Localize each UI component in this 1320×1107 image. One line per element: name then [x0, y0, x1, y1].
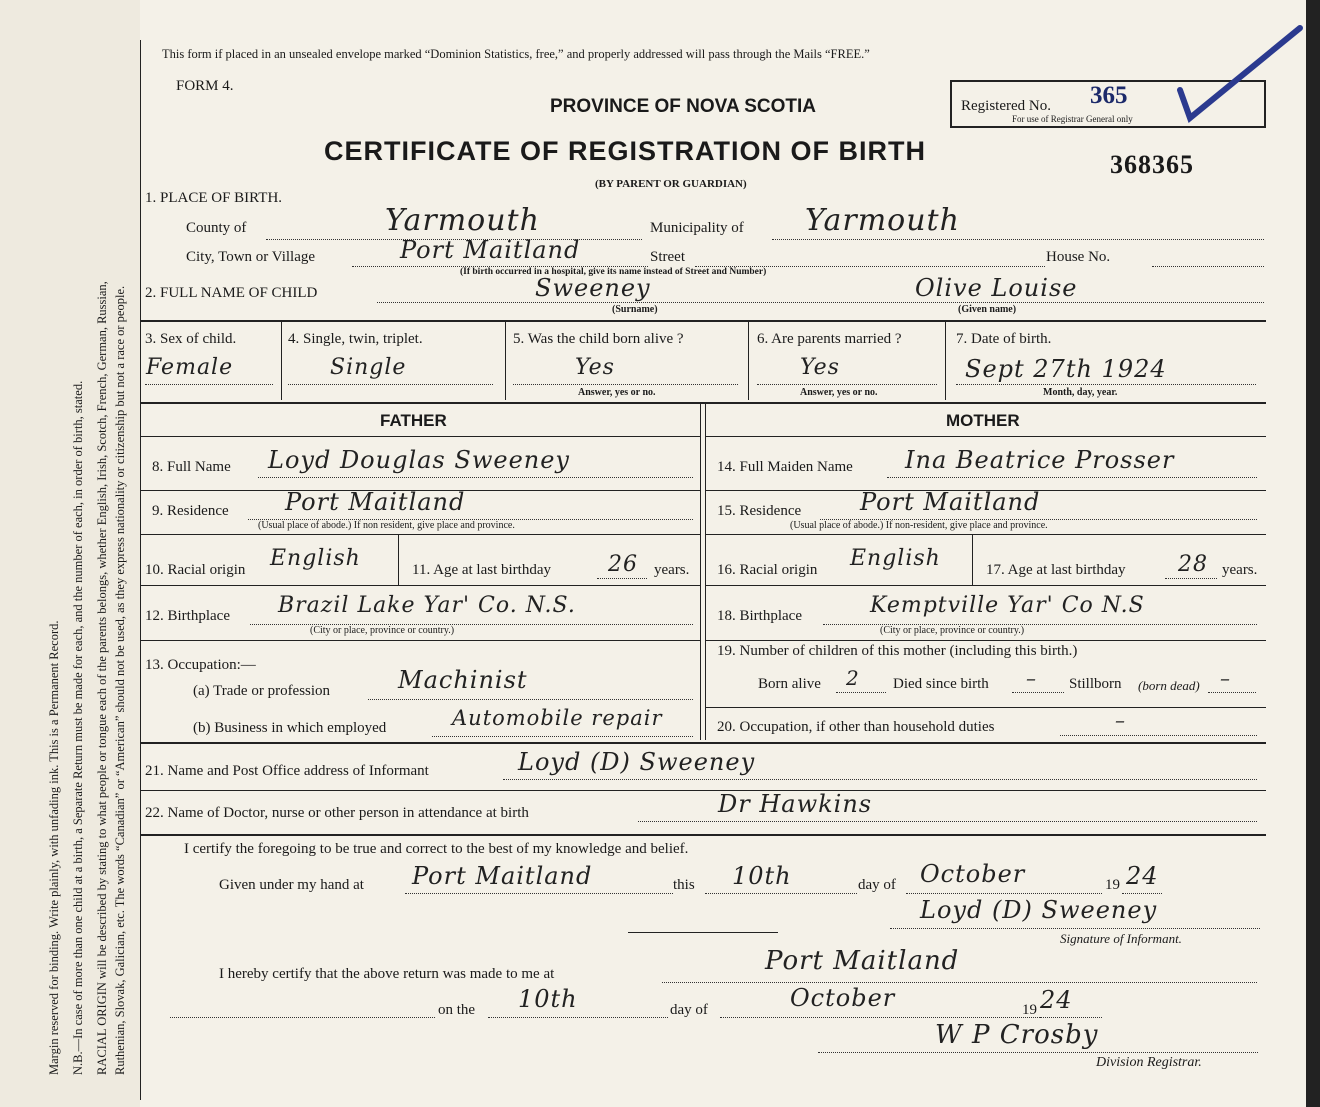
margin-note-racial-origin: RACIAL ORIGIN will be described by stating to what people or tongue each of the parents belongs, whether English, Irish, Scotch, French, German, Russian, — [95, 281, 109, 1075]
mother-residence-label: 15. Residence — [717, 503, 802, 519]
father-residence-value: Port Maitland — [285, 488, 466, 516]
county-label: County of — [186, 220, 247, 236]
registration-year: 24 — [1040, 986, 1073, 1014]
registration-year-prefix: 19 — [1022, 1002, 1037, 1018]
margin-note-binding: Margin reserved for binding. Write plainly, with unfading ink. This is a Permanent Record. — [47, 620, 61, 1075]
city-value: Port Maitland — [400, 236, 581, 264]
margin-note-nationality: Ruthenian, Slovak, Galician, etc. The words “Canadian” or “American” should not be used, as they express nationality or citizenship but not a race or people. — [113, 285, 127, 1075]
mother-name-value: Ina Beatrice Prosser — [905, 446, 1175, 474]
registered-label: Registered No. — [961, 98, 1051, 114]
doctor-label: 22. Name of Doctor, nurse or other person in attendance at birth — [145, 805, 529, 821]
given-month: October — [920, 860, 1026, 888]
born-alive-count-label: Born alive — [758, 676, 821, 692]
hospital-note: (If birth occurred in a hospital, give its name instead of Street and Number) — [460, 267, 767, 277]
given-year: 24 — [1126, 862, 1159, 890]
business-label: (b) Business in which employed — [193, 720, 387, 736]
hereby-statement: I hereby certify that the above return was made to me at — [219, 966, 555, 982]
sex-value: Female — [146, 355, 234, 380]
child-surname: Sweeney — [535, 274, 651, 302]
margin-rule — [140, 40, 141, 1100]
municipality-label: Municipality of — [650, 220, 744, 236]
doctor-value: Dr Hawkins — [718, 790, 873, 818]
stillborn-note: (born dead) — [1138, 678, 1200, 693]
day-of-label: day of — [858, 877, 896, 893]
occupation-label: 13. Occupation:— — [145, 657, 256, 673]
business-value: Automobile repair — [452, 706, 663, 730]
check-mark-icon — [1170, 20, 1310, 130]
serial-number: 368365 — [1110, 150, 1194, 179]
father-age-label: 11. Age at last birthday — [412, 562, 551, 578]
page-title: CERTIFICATE OF REGISTRATION OF BIRTH — [324, 136, 926, 166]
province-heading: PROVINCE OF NOVA SCOTIA — [550, 96, 817, 117]
registered-number: 365 — [1090, 82, 1128, 109]
single-value: Single — [330, 355, 407, 380]
county-value: Yarmouth — [385, 203, 540, 238]
stillborn-label: Stillborn — [1069, 676, 1122, 692]
date-of-birth-note: Month, day, year. — [1043, 387, 1118, 398]
form-label: FORM 4. — [176, 78, 234, 94]
mother-heading: MOTHER — [946, 411, 1020, 430]
father-heading: FATHER — [380, 411, 447, 430]
informant-signature: Loyd (D) Sweeney — [920, 896, 1158, 924]
municipality-value: Yarmouth — [805, 203, 960, 238]
mother-age-label: 17. Age at last birthday — [986, 562, 1126, 578]
page-subtitle: (BY PARENT OR GUARDIAN) — [595, 178, 747, 190]
mother-birthplace-value: Kemptville Yar' Co N.S — [870, 593, 1145, 618]
trade-value: Machinist — [398, 666, 528, 694]
mother-occupation-value: – — [1115, 708, 1126, 732]
place-of-birth-label: 1. PLACE OF BIRTH. — [145, 190, 283, 206]
registrar-note: For use of Registrar General only — [1012, 114, 1133, 124]
born-alive-count: 2 — [846, 666, 860, 690]
father-racial-value: English — [270, 546, 361, 571]
mother-name-label: 14. Full Maiden Name — [717, 459, 853, 475]
given-at-place: Port Maitland — [412, 862, 593, 890]
father-residence-label: 9. Residence — [152, 503, 229, 519]
parents-married-label: 6. Are parents married ? — [757, 331, 902, 347]
answer-note-married: Answer, yes or no. — [800, 387, 878, 398]
father-birthplace-note: (City or place, province or country.) — [310, 625, 455, 636]
sex-label: 3. Sex of child. — [145, 331, 237, 347]
answer-note-alive: Answer, yes or no. — [578, 387, 656, 398]
single-label: 4. Single, twin, triplet. — [288, 331, 423, 347]
stillborn-count: – — [1220, 666, 1231, 690]
mother-years-label: years. — [1222, 562, 1258, 578]
mother-residence-value: Port Maitland — [860, 488, 1041, 516]
registration-place: Port Maitland — [765, 946, 960, 976]
informant-label: 21. Name and Post Office address of Informant — [145, 763, 429, 779]
father-age-value: 26 — [608, 552, 638, 577]
mail-notice: This form if placed in an unsealed envelope marked “Dominion Statistics, free,” and properly addressed will pass through the Mails “FREE.” — [162, 47, 870, 61]
given-at-label: Given under my hand at — [219, 877, 364, 893]
this-label: this — [673, 877, 695, 893]
registrar-signature: W P Crosby — [935, 1020, 1099, 1050]
father-years-label: years. — [654, 562, 690, 578]
date-of-birth-value: Sept 27th 1924 — [965, 355, 1167, 383]
mother-residence-note: (Usual place of abode.) If non-resident, give place and province. — [790, 520, 1048, 531]
surname-note: (Surname) — [612, 304, 658, 315]
registration-day: 10th — [518, 985, 578, 1013]
died-label: Died since birth — [893, 676, 989, 692]
given-name-note: (Given name) — [958, 304, 1017, 315]
margin-note-multiple-births: N.B.—In case of more than one child at a birth, a Separate Return must be made for each, and the number of each, in order of birth, stated. — [71, 380, 85, 1075]
mother-birthplace-label: 18. Birthplace — [717, 608, 802, 624]
mother-racial-label: 16. Racial origin — [717, 562, 818, 578]
born-alive-label: 5. Was the child born alive ? — [513, 331, 684, 347]
on-the-label: on the — [438, 1002, 476, 1018]
mother-birthplace-note: (City or place, province or country.) — [880, 625, 1025, 636]
registration-day-of-label: day of — [670, 1002, 708, 1018]
informant-value: Loyd (D) Sweeney — [518, 748, 756, 776]
father-birthplace-label: 12. Birthplace — [145, 608, 230, 624]
given-year-prefix: 19 — [1105, 877, 1120, 893]
child-name-label: 2. FULL NAME OF CHILD — [145, 285, 318, 301]
child-given-name: Olive Louise — [915, 274, 1078, 302]
children-count-label: 19. Number of children of this mother (including this birth.) — [717, 643, 1078, 659]
father-name-label: 8. Full Name — [152, 459, 231, 475]
street-label: Street — [650, 249, 685, 265]
father-racial-label: 10. Racial origin — [145, 562, 246, 578]
father-name-value: Loyd Douglas Sweeney — [268, 446, 570, 474]
mother-age-value: 28 — [1178, 552, 1208, 577]
parents-married-value: Yes — [800, 355, 840, 380]
father-residence-note: (Usual place of abode.) If non resident, give place and province. — [258, 520, 515, 531]
mother-racial-value: English — [850, 546, 941, 571]
informant-signature-label: Signature of Informant. — [1060, 931, 1182, 946]
date-of-birth-label: 7. Date of birth. — [956, 331, 1052, 347]
trade-label: (a) Trade or profession — [193, 683, 331, 699]
certify-statement: I certify the foregoing to be true and correct to the best of my knowledge and belief. — [184, 841, 689, 857]
house-no-label: House No. — [1046, 249, 1111, 265]
page-edge — [1306, 0, 1320, 1107]
mother-occupation-label: 20. Occupation, if other than household duties — [717, 719, 995, 735]
given-day: 10th — [732, 862, 792, 890]
born-alive-value: Yes — [575, 355, 615, 380]
registrar-label: Division Registrar. — [1096, 1055, 1202, 1070]
registration-month: October — [790, 984, 896, 1012]
died-count: – — [1026, 666, 1037, 690]
city-label: City, Town or Village — [186, 249, 316, 265]
father-birthplace-value: Brazil Lake Yar' Co. N.S. — [278, 593, 576, 618]
